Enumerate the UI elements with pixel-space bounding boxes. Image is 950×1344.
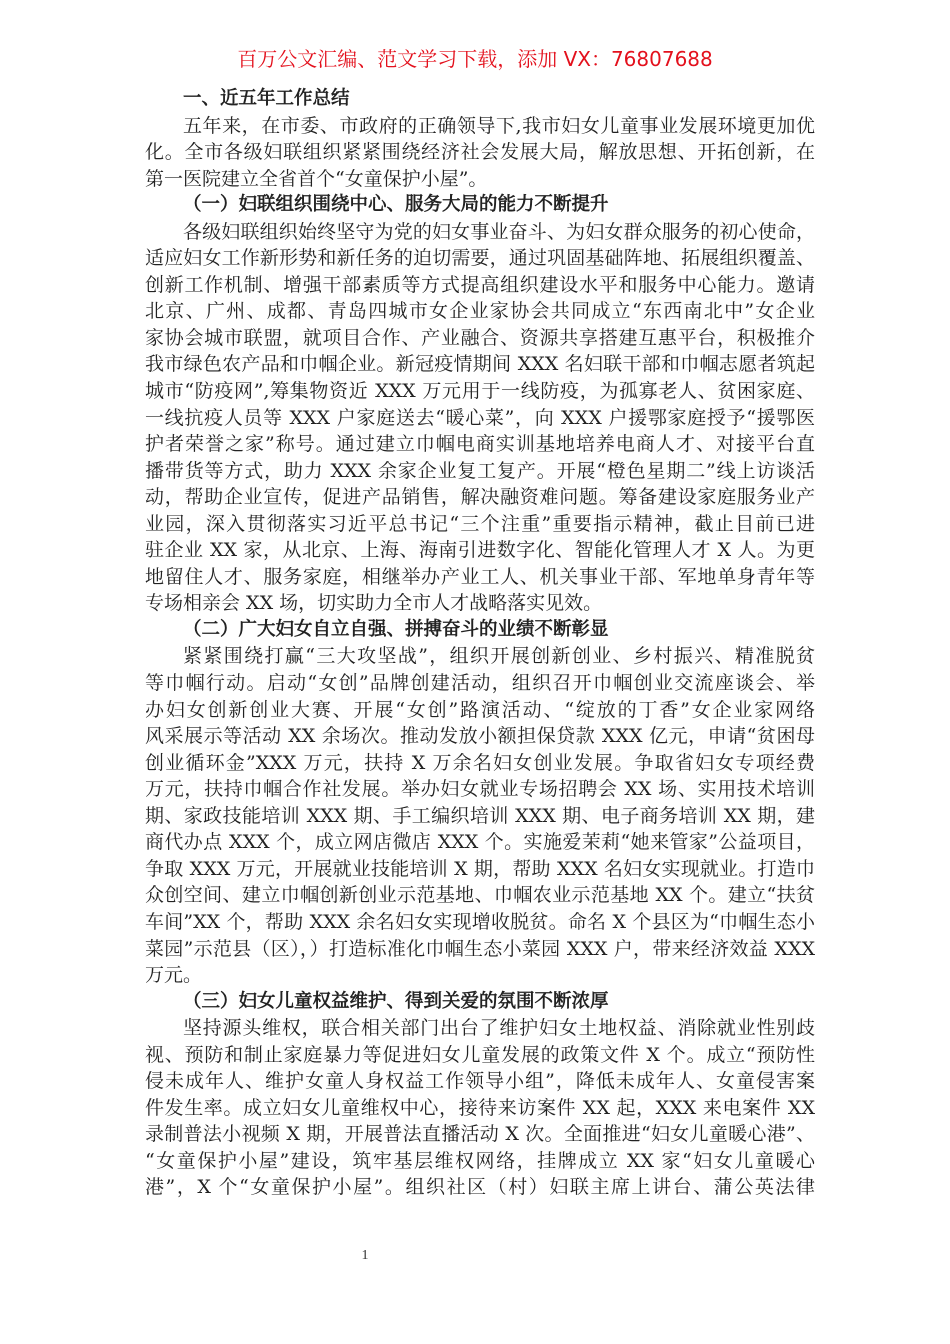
heading-text: （一）妇联组织围绕中心、服务大局的能力不断提升 <box>183 194 609 216</box>
paragraph-line: 业园，深入贯彻落实习近平总书记“三个注重”重要指示精神，截止目前已进 <box>145 512 815 535</box>
paragraph-line: 城市“防疫网”,筹集物资近 XXX 万元用于一线防疫，为孤寡老人、贫困家庭、 <box>145 380 815 403</box>
paragraph-line: 紧紧围绕打赢“三大攻坚战”，组织开展创新创业、乡村振兴、精准脱贫 <box>183 645 815 668</box>
paragraph-line: 侵未成年人、维护女童人身权益工作领导小组”，降低未成年人、女童侵害案 <box>145 1070 815 1093</box>
heading-text: （二）广大妇女自立自强、拼搏奋斗的业绩不断彰显 <box>183 618 609 640</box>
paragraph-line: 播带货等方式，助力 XXX 余家企业复工复产。开展“橙色星期二”线上访谈活 <box>145 459 815 482</box>
paragraph <box>145 219 815 617</box>
paragraph-line: 争取 XXX 万元，开展就业技能培训 X 期，帮助 XXX 名妇女实现就业。打造巾 <box>145 857 815 880</box>
paragraph-line: 等巾帼行动。启动“女创”品牌创建活动，组织召开巾帼创业交流座谈会、举 <box>145 672 815 695</box>
paragraph-line: 护者荣誉之家”称号。通过建立巾帼电商实训基地培养电商人才、对接平台直 <box>145 433 815 456</box>
paragraph-line: 地留住人才、服务家庭，相继举办产业工人、机关事业干部、军地单身青年等 <box>145 565 815 588</box>
heading-text: 一、近五年工作总结 <box>183 88 350 109</box>
paragraph-line: 一线抗疫人员等 XXX 户家庭送去“暖心菜”，向 XXX 户援鄂家庭授予“援鄂医 <box>145 406 815 429</box>
heading-text: （三）妇女儿童权益维护、得到关爱的氛围不断浓厚 <box>183 990 609 1012</box>
paragraph-line: 万元，扶持巾帼合作社发展。举办妇女就业专场招聘会 XX 场、实用技术培训 <box>145 778 815 801</box>
paragraph <box>145 113 815 193</box>
paragraph-line: 港”，X 个“女童保护小屋”。组织社区（村）妇联主席上讲台、蒲公英法律 <box>145 1176 815 1199</box>
paragraph-line: 视、预防和制止家庭暴力等促进妇女儿童发展的政策文件 X 个。成立“预防性 <box>145 1043 815 1066</box>
paragraph-line: 创业循环金”XXX 万元，扶持 X 万余名妇女创业发展。争取省妇女专项经费 <box>145 751 815 774</box>
paragraph-line: 化。全市各级妇联组织紧紧围绕经济社会发展大局，解放思想、开拓创新，在 <box>145 141 815 164</box>
paragraph-line: 适应妇女工作新形势和新任务的迫切需要，通过巩固基础阵地、拓展组织覆盖、 <box>145 247 815 270</box>
paragraph-line: 商代办点 XXX 个，成立网店微店 XXX 个。实施爱茉莉“她来管家”公益项目， <box>145 831 815 854</box>
paragraph-line: 万元。 <box>145 964 203 987</box>
section-heading <box>145 192 815 219</box>
section-heading <box>145 989 815 1016</box>
paragraph-line: 驻企业 XX 家，从北京、上海、海南引进数字化、智能化管理人才 X 人。为更 <box>145 539 815 562</box>
paragraph-line: 家协会城市联盟，就项目合作、产业融合、资源共享搭建互惠平台，积极推介 <box>145 326 815 349</box>
paragraph-line: 动，帮助企业宣传，促进产品销售，解决融资难问题。筹备建设家庭服务业产 <box>145 486 815 509</box>
paragraph-line: 菜园”示范县（区），）打造标准化巾帼生态小菜园 XXX 户，带来经济效益 XXX <box>145 937 815 960</box>
paragraph-line: 专场相亲会 XX 场，切实助力全市人才战略落实见效。 <box>145 592 603 615</box>
paragraph-line: 各级妇联组织始终坚守为党的妇女事业奋斗、为妇女群众服务的初心使命， <box>183 220 815 243</box>
document-body <box>145 86 815 1201</box>
paragraph-line: 创新工作机制、增强干部素质等方式提高组织建设水平和服务中心能力。邀请 <box>145 273 815 296</box>
download-banner: 百万公文汇编、范文学习下载，添加 VX：76807688 <box>237 47 713 71</box>
paragraph-line: 第一医院建立全省首个“女童保护小屋”。 <box>145 167 488 190</box>
paragraph-line: 我市绿色农产品和巾帼企业。新冠疫情期间 XXX 名妇联干部和巾帼志愿者筑起 <box>145 353 815 376</box>
paragraph-line: “女童保护小屋”建设，筑牢基层维权网络，挂牌成立 XX 家“妇女儿童暖心 <box>145 1149 815 1172</box>
paragraph-line: 五年来，在市委、市政府的正确领导下,我市妇女儿童事业发展环境更加优 <box>183 114 815 137</box>
paragraph-line: 北京、广州、成都、青岛四城市女企业家协会共同成立“东西南北中”女企业 <box>145 300 815 323</box>
paragraph-line: 众创空间、建立巾帼创新创业示范基地、巾帼农业示范基地 XX 个。建立“扶贫 <box>145 884 815 907</box>
paragraph-line: 车间”XX 个，帮助 XXX 余名妇女实现增收脱贫。命名 X 个县区为“巾帼生态小 <box>145 910 815 933</box>
page-number: 1 <box>361 1248 369 1263</box>
section-heading <box>145 617 815 644</box>
paragraph-line: 期、家政技能培训 XXX 期、手工编织培训 XXX 期、电子商务培训 XX 期，建 <box>145 804 815 827</box>
paragraph <box>145 643 815 988</box>
paragraph-line: 坚持源头维权，联合相关部门出台了维护妇女土地权益、消除就业性别歧 <box>183 1017 815 1040</box>
paragraph-line: 办妇女创新创业大赛、开展“女创”路演活动、“绽放的丁香”女企业家网络 <box>145 698 815 721</box>
paragraph <box>145 1015 815 1201</box>
paragraph-line: 录制普法小视频 X 期，开展普法直播活动 X 次。全面推进“妇女儿童暖心港”、 <box>145 1123 815 1146</box>
paragraph-line: 件发生率。成立妇女儿童维权中心，接待来访案件 XX 起，XXX 来电案件 XX <box>145 1096 815 1119</box>
paragraph-line: 风采展示等活动 XX 余场次。推动发放小额担保贷款 XXX 亿元，申请“贫困母 <box>145 725 815 748</box>
section-heading <box>145 86 815 113</box>
